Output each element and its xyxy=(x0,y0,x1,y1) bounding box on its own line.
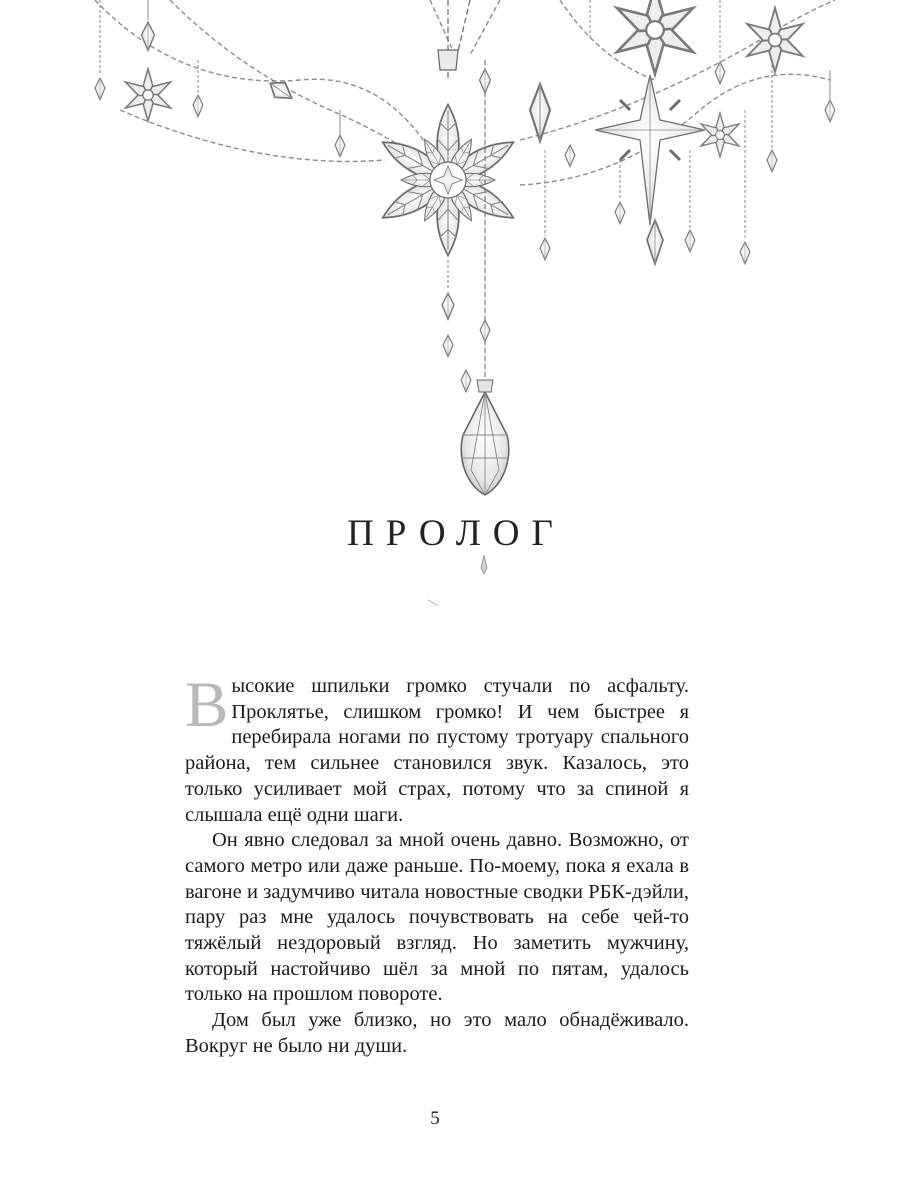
body-text xyxy=(185,669,689,1060)
page-number: 5 xyxy=(430,1108,440,1129)
paragraph-2: Он явно следовал за мной очень давно. Возможно, от самого метро или даже раньше. По-моему, пока я ехала в вагоне и задумчиво читала новостные сводки РБК-дэйли, пару раз мне удалось почувствовать на себе чей-то тяжёлый нездоровый взгляд. Но заметить мужчину, который настойчиво шёл за мной по пятам, удалось только на прошлом повороте. xyxy=(185,829,689,1006)
paragraph-3: Дом был уже близко, но это мало обнадёживало. Вокруг не было ни души. xyxy=(185,1009,689,1057)
paragraph-1 xyxy=(185,669,689,828)
paragraph-1-text: ысокие шпильки громко стучали по асфальту. Проклятье, слишком громко! И чем быстрее я перебирала ногами по пустому тротуару спального района, тем сильнее становился звук. Казалось, это только усиливает мой страх, потому что за спиной я слышала ещё одни шаги. xyxy=(185,675,689,826)
drop-cap: В xyxy=(185,669,229,741)
chapter-title: ПРОЛОГ xyxy=(347,513,565,554)
